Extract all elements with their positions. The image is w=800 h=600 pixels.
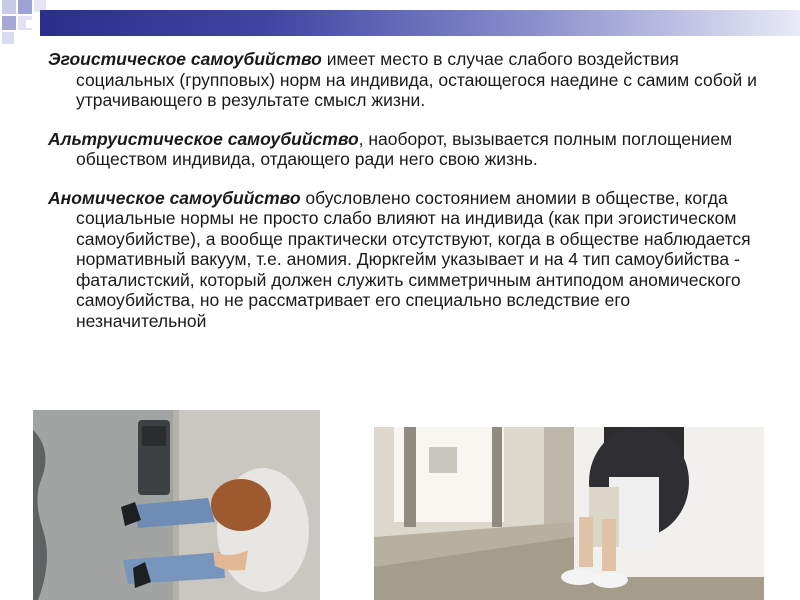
paragraph-text: обусловлено состоянием аномии в обществе, когда социальные нормы не просто слабо влияют на индивида (как при эгоистическом самоубийстве), а вообще практически отсутствуют, когда в обществе наблюдается нормативный вакуум, т.е. аномия. Дюркгейм указывает и на 4 тип самоубийства - фаталистский, который должен служить симметричным антиподом аномического самоубийства, но не рассматривает его специально вследствие его незначительной (76, 187, 751, 331)
decorative-square (18, 0, 32, 14)
photo-person-in-corridor (374, 427, 764, 600)
decorative-square (2, 32, 14, 44)
photo-person-in-corridor-illustration (374, 427, 764, 600)
slide-text (48, 49, 760, 349)
decorative-square (2, 0, 16, 14)
photo-person-on-ledge (33, 410, 320, 600)
term-anomic: Аномическое самоубийство (48, 187, 301, 208)
paragraph-text: имеет место в случае слабого воздействия социальных (групповых) норм на индивида, остающегося наедине с самим собой и утрачивающего в результате смысл жизни. (76, 49, 757, 110)
header-decoration (0, 0, 800, 40)
decorative-square (2, 16, 16, 30)
term-egoistic: Эгоистическое самоубийство (48, 49, 322, 69)
paragraph-anomic (48, 188, 760, 332)
decorative-square (26, 20, 34, 28)
term-altruistic: Альтруистическое самоубийство (48, 128, 359, 149)
header-gradient-bar (40, 10, 800, 36)
paragraph-egoistic (48, 49, 760, 111)
paragraph-text: , наоборот, вызывается полным поглощением обществом индивида, отдающего ради него свою жизнь. (76, 128, 733, 169)
paragraph-altruistic (48, 129, 760, 170)
photo-person-on-ledge-illustration (33, 410, 320, 600)
